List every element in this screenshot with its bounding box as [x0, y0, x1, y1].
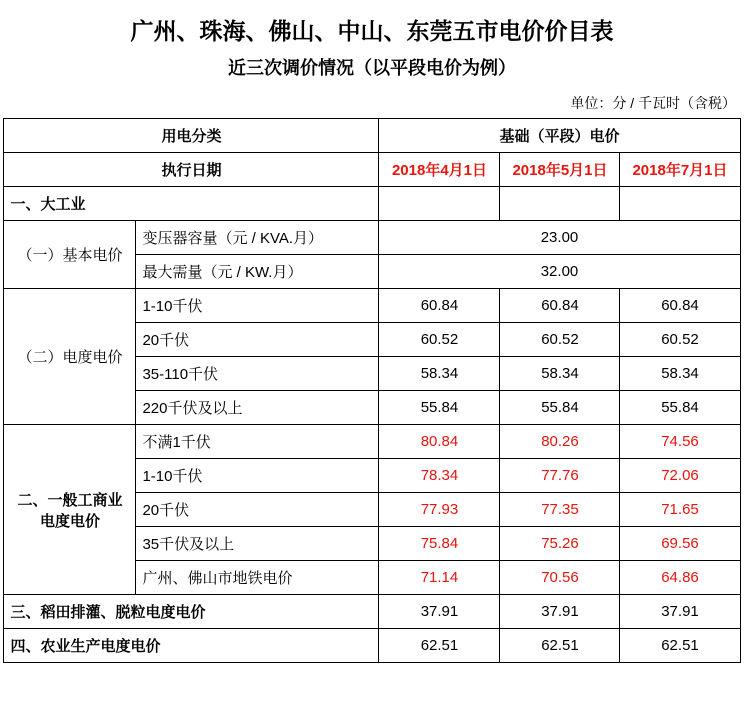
spacer-cell [500, 187, 620, 221]
row-value: 71.65 [620, 493, 740, 527]
row-value: 72.06 [620, 459, 740, 493]
document-page [0, 16, 744, 702]
row-value: 60.84 [500, 289, 620, 323]
electricity-rate-table [3, 118, 740, 663]
header-date-3: 2018年7月1日 [620, 153, 740, 187]
section-title-general-commercial: 二、一般工商业电度电价 [4, 425, 136, 595]
row-value: 60.52 [620, 323, 740, 357]
subsection-basic-price: （一）基本电价 [4, 221, 136, 289]
table-row [4, 221, 740, 255]
row-value: 71.14 [379, 561, 500, 595]
header-base-price-group: 基础（平段）电价 [379, 119, 740, 153]
table-row [4, 289, 740, 323]
row-value: 75.26 [500, 527, 620, 561]
row-value: 55.84 [500, 391, 620, 425]
row-value: 60.84 [620, 289, 740, 323]
row-value: 58.34 [500, 357, 620, 391]
row-value-merged: 32.00 [379, 255, 740, 289]
page-subtitle: 近三次调价情况（以平段电价为例） [228, 58, 516, 78]
section-title-major-industry: 一、大工业 [4, 187, 136, 221]
table-header-row [4, 119, 740, 153]
row-value: 58.34 [620, 357, 740, 391]
row-item-label: 35千伏及以上 [136, 527, 379, 561]
section-title-paddy-irrigation: 三、稻田排灌、脱粒电度电价 [4, 595, 379, 629]
header-category: 用电分类 [4, 119, 379, 153]
row-value: 60.52 [500, 323, 620, 357]
row-value: 77.93 [379, 493, 500, 527]
spacer-cell [620, 187, 740, 221]
table-row [4, 595, 740, 629]
row-value: 55.84 [379, 391, 500, 425]
spacer-cell [136, 187, 379, 221]
row-value: 62.51 [620, 629, 740, 663]
subsection-energy-price: （二）电度电价 [4, 289, 136, 425]
section-title-agriculture: 四、农业生产电度电价 [4, 629, 379, 663]
row-value: 60.52 [379, 323, 500, 357]
spacer-cell [379, 187, 500, 221]
row-value-merged: 23.00 [379, 221, 740, 255]
row-value: 60.84 [379, 289, 500, 323]
row-value: 55.84 [620, 391, 740, 425]
row-value: 62.51 [500, 629, 620, 663]
page-title: 广州、珠海、佛山、中山、东莞五市电价价目表 [130, 18, 614, 44]
row-value: 77.35 [500, 493, 620, 527]
row-item-label: 35-110千伏 [136, 357, 379, 391]
table-row [4, 629, 740, 663]
row-value: 77.76 [500, 459, 620, 493]
row-value: 80.84 [379, 425, 500, 459]
unit-note: 单位：分 / 千瓦时（含税） [570, 95, 736, 111]
row-item-label: 1-10千伏 [136, 289, 379, 323]
row-value: 70.56 [500, 561, 620, 595]
row-value: 78.34 [379, 459, 500, 493]
table-header-row-dates [4, 153, 740, 187]
row-value: 37.91 [379, 595, 500, 629]
row-item-label: 不满1千伏 [136, 425, 379, 459]
row-item-label: 变压器容量（元 / KVA.月） [136, 221, 379, 255]
row-value: 80.26 [500, 425, 620, 459]
row-item-label: 20千伏 [136, 493, 379, 527]
header-date-1: 2018年4月1日 [379, 153, 500, 187]
row-value: 62.51 [379, 629, 500, 663]
header-effective-date: 执行日期 [4, 153, 379, 187]
row-value: 64.86 [620, 561, 740, 595]
row-value: 58.34 [379, 357, 500, 391]
row-item-label: 20千伏 [136, 323, 379, 357]
row-item-label: 广州、佛山市地铁电价 [136, 561, 379, 595]
row-item-label: 1-10千伏 [136, 459, 379, 493]
row-value: 69.56 [620, 527, 740, 561]
row-value: 74.56 [620, 425, 740, 459]
row-item-label: 220千伏及以上 [136, 391, 379, 425]
row-value: 75.84 [379, 527, 500, 561]
table-row [4, 187, 740, 221]
row-value: 37.91 [620, 595, 740, 629]
row-item-label: 最大需量（元 / KW.月） [136, 255, 379, 289]
table-row [4, 425, 740, 459]
row-value: 37.91 [500, 595, 620, 629]
header-date-2: 2018年5月1日 [500, 153, 620, 187]
